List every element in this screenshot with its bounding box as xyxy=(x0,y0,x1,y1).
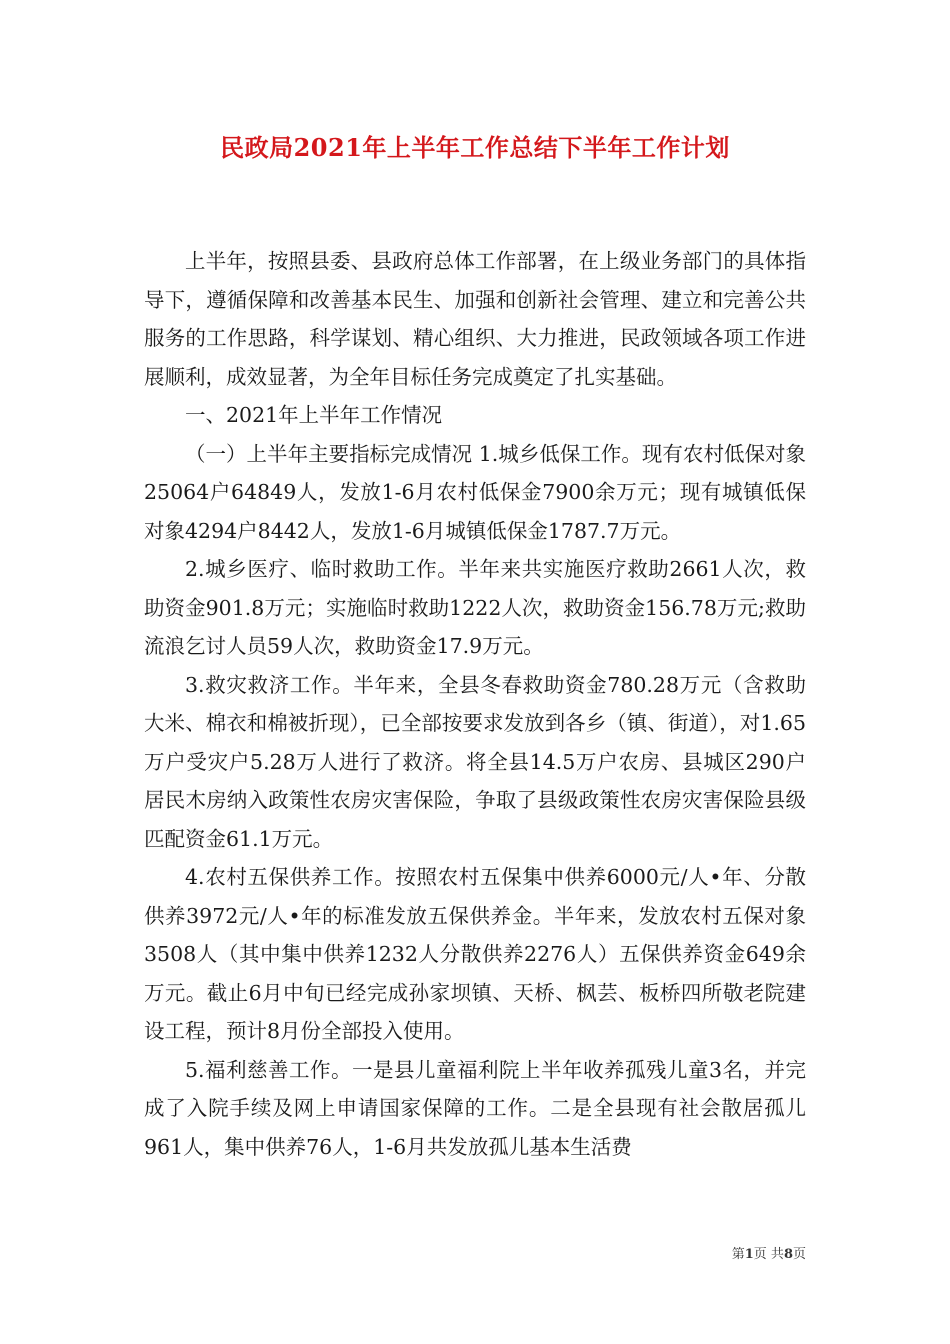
footer-prefix: 第 xyxy=(731,1247,745,1262)
page-footer xyxy=(732,1246,806,1264)
paragraph-item-5: 5.福利慈善工作。一是县儿童福利院上半年收养孤残儿童3名，并完成了入院手续及网上申请国家保障的工作。二是全县现有社会散居孤儿961人，集中供养76人，1-6月共发放孤儿基本生活费 xyxy=(144,1057,806,1159)
paragraph-item-4: 4.农村五保供养工作。按照农村五保集中供养6000元/人•年、分散供养3972元/人•年的标准发放五保供养金。半年来，发放农村五保对象3508人（其中集中供养1232人分散供养2276人）五保供养资金649余万元。截止6月中旬已经完成孙家坝镇、天桥、枫芸、板桥四所敬老院建设工程，预计8月份全部投入使用。 xyxy=(144,865,806,1043)
paragraph-item-2: 2.城乡医疗、临时救助工作。半年来共实施医疗救助2661人次，救助资金901.8万元；实施临时救助1222人次，救助资金156.78万元;救助流浪乞讨人员59人次，救助资金17.9万元。 xyxy=(144,557,806,658)
paragraph-intro: 上半年，按照县委、县政府总体工作部署，在上级业务部门的具体指导下，遵循保障和改善基本民生、加强和创新社会管理、建立和完善公共服务的工作思路，科学谋划、精心组织、大力推进，民政领域各项工作进展顺利，成效显著，为全年目标任务完成奠定了扎实基础。 xyxy=(144,249,806,389)
document-title: 民政局2021年上半年工作总结下半年工作计划 xyxy=(220,133,730,162)
section-heading-1: 一、2021年上半年工作情况 xyxy=(185,403,443,427)
paragraph-item-3: 3.救灾救济工作。半年来，全县冬春救助资金780.28万元（含救助大米、棉衣和棉被折现），已全部按要求发放到各乡（镇、街道），对1.65万户受灾户5.28万人进行了救济。将全县14.5万户农房、县城区290户居民木房纳入政策性农房灾害保险，争取了县级政策性农房灾害保险县级匹配资金61.1万元。 xyxy=(144,672,806,851)
footer-suffix: 页 xyxy=(792,1247,806,1262)
footer-middle: 页 共 xyxy=(753,1247,784,1262)
footer-page-number: 1 xyxy=(744,1247,754,1262)
footer-total-pages: 8 xyxy=(783,1247,793,1262)
paragraph-item-1: （一）上半年主要指标完成情况 1.城乡低保工作。现有农村低保对象25064户64849人，发放1-6月农村低保金7900余万元；现有城镇低保对象4294户8442人，发放1-6月城镇低保金1787.7万元。 xyxy=(144,441,806,543)
document-body xyxy=(144,242,806,1166)
